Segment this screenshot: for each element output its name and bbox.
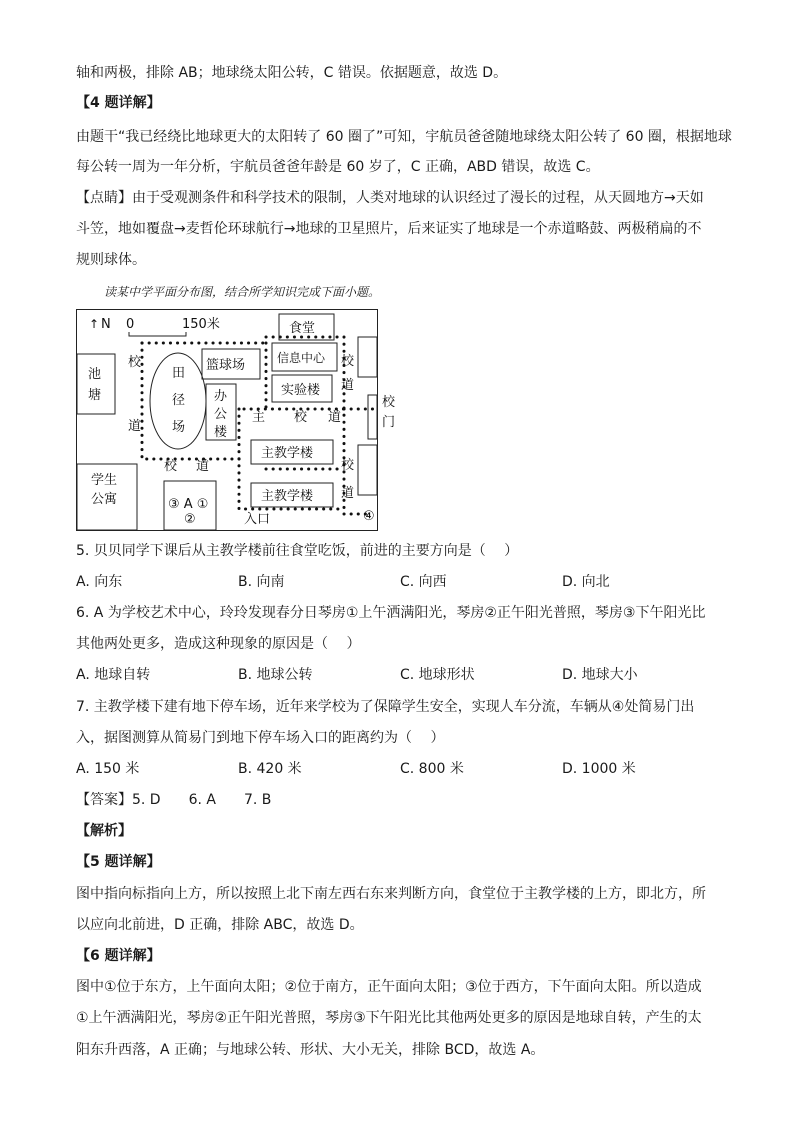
dorm-label-2: 公寓 [91, 492, 118, 507]
lab-label: 实验楼 [281, 383, 321, 398]
road-label: 校 [294, 410, 308, 425]
q7-option-a: A. 150 米 [76, 761, 140, 777]
field-label-1: 田 [172, 366, 186, 381]
road-label: 道 [196, 459, 210, 474]
parking-entrance-label: 入口 [244, 512, 271, 527]
q5-option-d: D. 向北 [562, 574, 610, 590]
road-label: 校 [128, 355, 142, 370]
q6-detail-line: 图中①位于东方，上午面向太阳；②位于南方，正午面向太阳；③位于西方，下午面向太阳。所以造成 [76, 979, 702, 995]
answer-line: 【答案】5. D 6. A 7. B [76, 792, 272, 808]
simple-gate-label: ④ [363, 509, 375, 524]
pond-label-1: 池 [88, 367, 102, 382]
canteen-label: 食堂 [289, 321, 316, 336]
main-teaching-label-2: 主教学楼 [261, 489, 314, 504]
text-line: 斗笠，地如覆盘→麦哲伦环球航行→地球的卫星照片，后来证实了地球是一个赤道略鼓、两极稍扁的不 [76, 221, 702, 237]
school-map [76, 309, 396, 531]
scale-length: 150米 [182, 317, 220, 332]
road-label: 道 [341, 486, 355, 501]
scale-bar [129, 332, 186, 336]
question-7-cont: 入，据图测算从简易门到地下停车场入口的距离约为（ ） [76, 730, 445, 746]
main-teaching-label-1: 主教学楼 [261, 446, 314, 461]
q7-option-d: D. 1000 米 [562, 761, 636, 777]
pond-label-2: 塘 [88, 388, 102, 403]
q6-detail-line: 阳东升西落，A 正确；与地球公转、形状、大小无关，排除 BCD，故选 A。 [76, 1042, 545, 1058]
section-heading: 【4 题详解】 [76, 95, 161, 111]
q5-detail-line: 以应向北前进，D 正确，排除 ABC，故选 D。 [76, 917, 364, 933]
question-7: 7. 主教学楼下建有地下停车场，近年来学校为了保障学生安全，实现人车分流，车辆从④处简易门出 [76, 699, 695, 715]
road-label: 校 [164, 459, 178, 474]
dorm-label-1: 学生 [91, 473, 118, 488]
question-5: 5. 贝贝同学下课后从主教学楼前往食堂吃饭，前进的主要方向是（ ） [76, 543, 519, 559]
gate-label-2: 门 [382, 415, 396, 430]
question-6: 6. A 为学校艺术中心，玲玲发现春分日琴房①上午洒满阳光，琴房②正午阳光普照，琴房③下午阳光比 [76, 605, 706, 621]
scale-zero: 0 [126, 317, 135, 332]
road-label: 道 [328, 410, 342, 425]
q5-detail-heading: 【5 题详解】 [76, 854, 161, 870]
text-line: 规则球体。 [76, 252, 146, 268]
q5-option-a: A. 向东 [76, 574, 123, 590]
arts-center-label: ③ A ① [168, 497, 209, 512]
gate-post [368, 395, 377, 439]
q7-option-b: B. 420 米 [238, 761, 302, 777]
arts-center-room-2: ② [184, 512, 196, 527]
road-label: 校 [341, 354, 355, 369]
q6-option-b: B. 地球公转 [238, 667, 313, 683]
road-label: 道 [341, 378, 355, 393]
east-block-2 [358, 445, 377, 495]
q6-option-a: A. 地球自转 [76, 667, 151, 683]
q6-option-c: C. 地球形状 [400, 667, 475, 683]
text-line: 每公转一周为一年分析，宇航员爸爸年龄是 60 岁了，C 正确，ABD 错误，故选 C。 [76, 159, 600, 175]
analysis-heading: 【解析】 [76, 823, 132, 839]
q6-option-d: D. 地球大小 [562, 667, 638, 683]
office-label-1: 办 [214, 389, 228, 404]
north-label: N [101, 317, 111, 332]
main-road-label: 主 [252, 410, 266, 425]
north-arrow-icon: ↑ [89, 317, 100, 331]
q7-option-c: C. 800 米 [400, 761, 464, 777]
text-line: 轴和两极，排除 AB；地球绕太阳公转，C 错误。依据题意，故选 D。 [76, 65, 508, 81]
q5-detail-line: 图中指向标指向上方，所以按照上北下南左西右东来判断方向，食堂位于主教学楼的上方，即北方，所 [76, 886, 706, 902]
q6-detail-line: ①上午洒满阳光，琴房②正午阳光普照，琴房③下午阳光比其他两处更多的原因是地球自转，产生的太 [76, 1010, 702, 1026]
q6-detail-heading: 【6 题详解】 [76, 948, 161, 964]
office-label-2: 公 [214, 407, 228, 422]
text-line: 由题干“我已经绕比地球更大的太阳转了 60 圈了”可知，宇航员爸爸随地球绕太阳公转了 60 圈，根据地球 [76, 129, 732, 145]
gate-label-1: 校 [382, 395, 396, 410]
east-block-1 [358, 337, 377, 377]
road-label: 校 [341, 458, 355, 473]
question-6-cont: 其他两处更多，造成这种现象的原因是（ ） [76, 636, 361, 652]
q5-option-b: B. 向南 [238, 574, 285, 590]
office-label-3: 楼 [214, 425, 228, 440]
map-caption: 读某中学平面分布图，结合所学知识完成下面小题。 [104, 285, 381, 299]
field-label-2: 径 [172, 393, 186, 408]
tip-line: 【点睛】由于受观测条件和科学技术的限制，人类对地球的认识经过了漫长的过程，从天圆地方→天如 [76, 190, 704, 206]
road-label: 道 [128, 419, 142, 434]
info-center-label: 信息中心 [277, 351, 326, 365]
pond [77, 354, 115, 414]
field-label-3: 场 [172, 420, 186, 435]
basketball-label: 篮球场 [206, 358, 246, 373]
q5-option-c: C. 向西 [400, 574, 447, 590]
